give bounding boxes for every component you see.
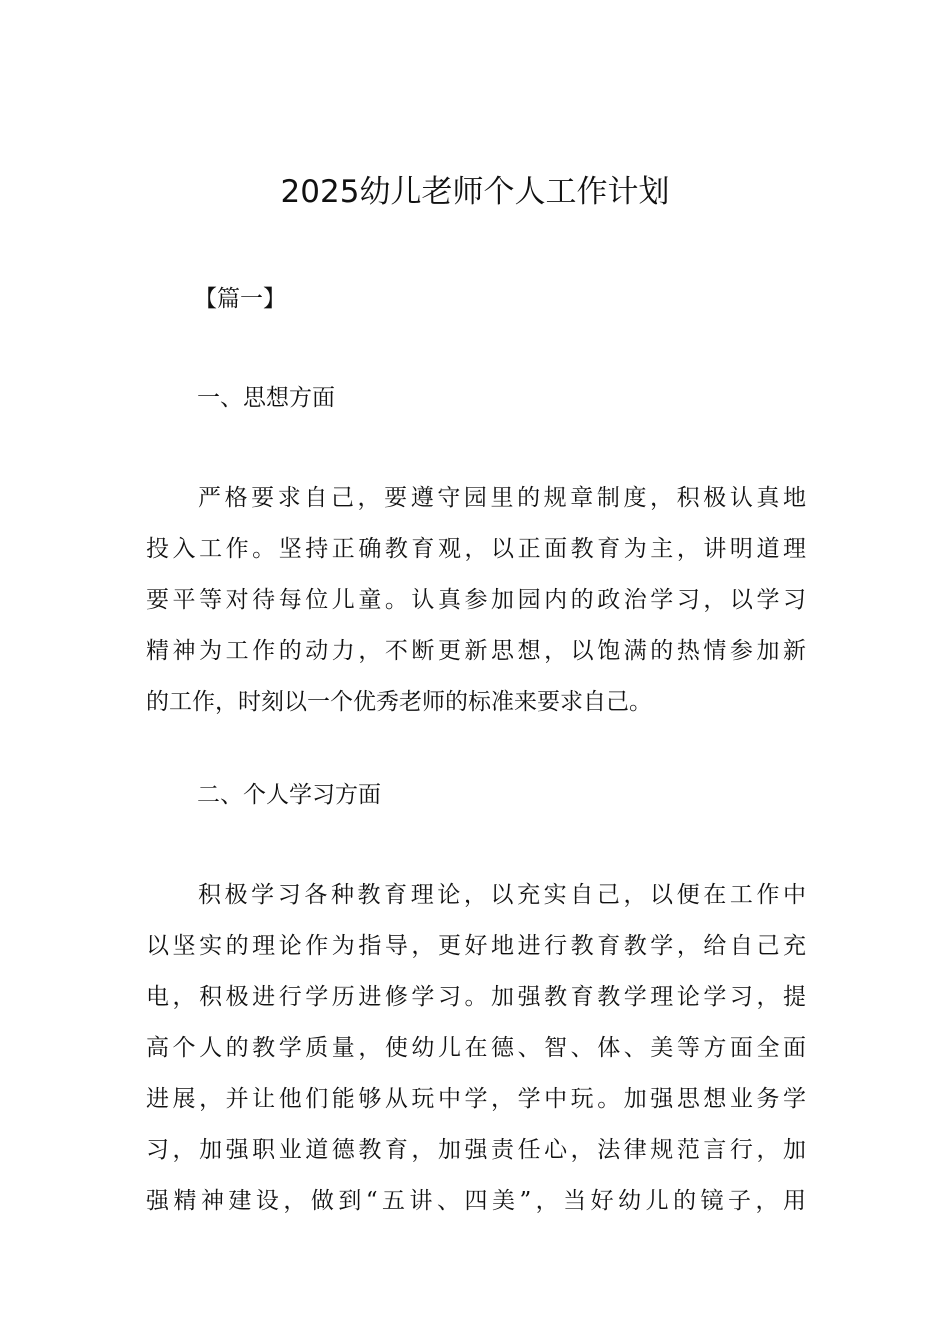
document-title: 2025幼儿老师个人工作计划 (280, 174, 670, 210)
paragraph-line: 习，加强职业道德教育，加强责任心，法律规范言行，加 (146, 1137, 806, 1163)
paragraph-line: 精神为工作的动力，不断更新思想，以饱满的热情参加新 (146, 638, 806, 664)
section-tag: 【篇一】 (194, 286, 286, 312)
paragraph-line: 以坚实的理论作为指导，更好地进行教育教学，给自己充 (146, 933, 806, 959)
paragraph-line: 投入工作。坚持正确教育观，以正面教育为主，讲明道理 (146, 536, 806, 562)
paragraph-study (146, 870, 806, 1227)
section-heading-study: 二、个人学习方面 (197, 782, 381, 808)
paragraph-line: 积极学习各种教育理论，以充实自己，以便在工作中 (198, 882, 806, 908)
section-heading-thought: 一、思想方面 (197, 385, 335, 411)
paragraph-line: 电，积极进行学历进修学习。加强教育教学理论学习，提 (146, 984, 806, 1010)
paragraph-line: 要平等对待每位儿童。认真参加园内的政治学习，以学习 (146, 587, 806, 613)
paragraph-line: 强精神建设，做到“五讲、四美”，当好幼儿的镜子，用 (146, 1188, 806, 1214)
paragraph-line: 进展，并让他们能够从玩中学，学中玩。加强思想业务学 (146, 1086, 806, 1112)
paragraph-thought (146, 473, 806, 728)
paragraph-line: 高个人的教学质量，使幼儿在德、智、体、美等方面全面 (146, 1035, 806, 1061)
paragraph-line: 严格要求自己，要遵守园里的规章制度，积极认真地 (198, 485, 806, 511)
paragraph-line: 的工作，时刻以一个优秀老师的标准来要求自己。 (146, 689, 652, 715)
